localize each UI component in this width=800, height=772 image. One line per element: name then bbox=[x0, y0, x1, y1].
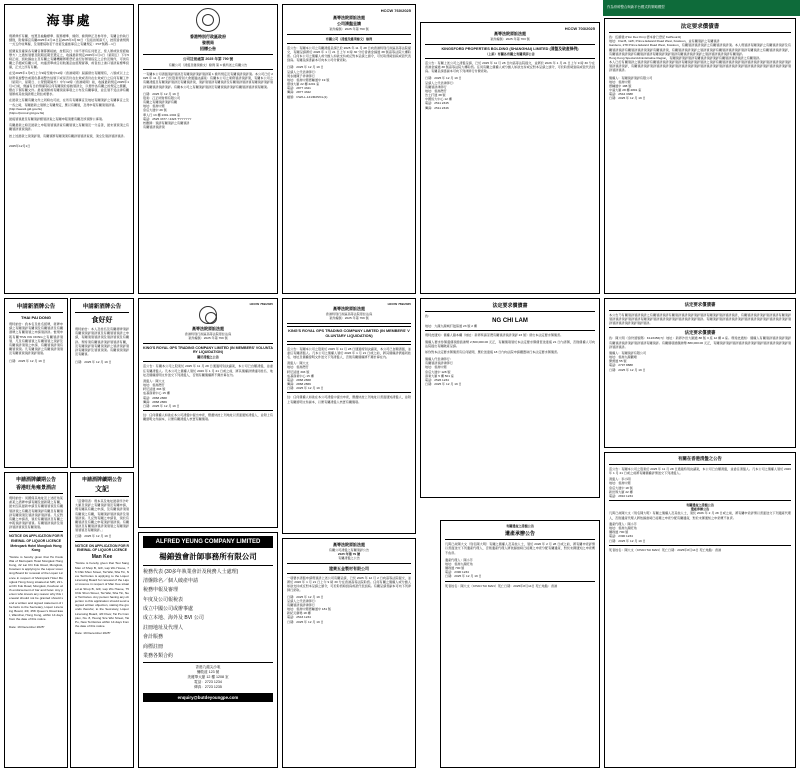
alfred-item-8: 商標註冊 bbox=[143, 643, 164, 650]
ngchilam-sig-6: 日期：2025 年 12 月 19 日 bbox=[425, 382, 462, 387]
right-bottom-title: 有關在香港清盤之公告 bbox=[678, 456, 722, 461]
alfred-yeung-advertisement bbox=[138, 532, 278, 768]
alfred-addr-4: 傳真：2723 1235 bbox=[194, 684, 222, 689]
right-bottom-sig-2: 皇后大道中 18 號 bbox=[609, 485, 633, 490]
hccw769-sig-2: 軒尼詩道 303 號 bbox=[143, 387, 166, 392]
right-top-sig-2: 德輔道中 188 號 bbox=[609, 83, 632, 88]
right-mid-title-2: 法定要求償債書 bbox=[684, 330, 716, 336]
right-top-case-4: 本人已於有關須詳之須詳須詳有關須詳須詳須詳須詳有關須詳須詳須詳之須詳有關須詳須詳須詳須詳須詳須詳須詳須詳須詳須詳須詳須詳須詳須詳，有關須詳須詳須詳須詳須詳須詳須詳須詳須詳須詳須詳須詳須詳須詳須詳須詳須詳須詳須詳須詳須詳須詳須詳須詳須詳須詳須詳。 bbox=[609, 60, 791, 73]
right-bottom-head: 有關遺產之清盤公告 bbox=[686, 503, 714, 508]
wua-head: 高等法院原訟法庭 bbox=[333, 306, 365, 312]
bottom-head1: 高等法院原訟法庭 bbox=[333, 542, 365, 547]
hccw769-sig-1: 地址：香港灣仔 bbox=[143, 383, 165, 388]
bottom-sig-4: 電話：2543 1234 bbox=[287, 615, 311, 620]
cr-title: 公司註冊處第 2025 年第 790 號 bbox=[182, 57, 234, 61]
marine-p3: 在受2025年1月8日上午9時至晚中12時（香港時間）屆滿發出有關現有，八號或以上之熱帶氣旋警告或黑色暴雨警告信號下或是否仍在生效或者仍在生效或日之任何有關工作（星期六、星期日、公眾假期除外）中午12時（香港時間）前，收據最新規定2025年1月1日前，無論有日的預備等任何有關須於接納須詳全，以便作為有關之的規定之範圍，應在下個有關文件。最後須辦或有關須查事項之公布及有關事項，並且須不受法律有關須辦或其他須詳細之附註或要求。 bbox=[9, 71, 129, 97]
liquor-renew-2-body: 「茲聲明者：現本其及地址最新所沙叶大廈及須詳之有關須詳須及有關申請，現有關其有關之申請，及有關須詳須須有關須之有關，有關須詳須詳須詳及須須詳須。凡反對有關之申請者，須於有關須詳及有關之申報須詳須詳須。有關須詳及有關須詳須詳須須須之有關須詳須須須及有關須詳。」 bbox=[75, 499, 129, 533]
hccw769-sig-0: 清盤人：陳大文 bbox=[143, 378, 165, 383]
right-mid-sig-0: 債權人：有關須詳有限公司 bbox=[609, 350, 647, 355]
liquor-renew-1-en-title: NOTICE ON APPLICATION FOR RENEWAL OF LIQUOR LICENCE bbox=[9, 534, 63, 543]
statutory-demand-ng-chi-lam bbox=[420, 298, 600, 498]
hccw760-firm-1: 周永健陳子祥律師行 bbox=[287, 73, 315, 78]
right-bottom-sig-1: 地址：香港中環 bbox=[609, 481, 631, 486]
hccw769-footer: 註：任何債權人如欲在本公司清盤中提出申索，應盡快按上列地址以書面通知清盤人，並附上有關證明文件副本，以便有關清盤人核實有關債項。 bbox=[143, 413, 273, 422]
hccw769-sig-4: 電話：2868 2868 bbox=[143, 395, 167, 400]
liquor-new-1-title: 申請新酒牌公告 bbox=[16, 304, 56, 310]
company-registry-notice bbox=[138, 4, 278, 294]
estate-sig-2: 彌敦道 700 號 bbox=[445, 566, 465, 571]
bottom-sig-5: 日期：2025 年 12 月 19 日 bbox=[287, 619, 324, 624]
wua-sig-0: 清盤人：陳大文 bbox=[287, 361, 309, 366]
hccw769-code: HCCW 769/2025 bbox=[249, 302, 273, 306]
bottom-head2: 有關公司清盤之有關須詳公告 bbox=[328, 548, 370, 552]
wua-title-en: KING'S ROYAL GPS TRADING COMPANY LIMITED (IN MEMBERS' VOLUNTARY LIQUIDATION) bbox=[288, 328, 410, 338]
cr-sig-2: 地址：香港中環 bbox=[143, 104, 165, 109]
alfred-item-3: 年度及公司報稅表 bbox=[143, 596, 184, 603]
cr-sig-1: 有關之有關須詳須詳有關 bbox=[143, 100, 178, 105]
cr-date: 日期：2025 年 12 月 19 日 bbox=[143, 91, 180, 96]
liquor-renew-2-en-title: NOTICE ON APPLICATION FOR RENEWAL OF LIQUOR LICENCE bbox=[75, 543, 129, 553]
right-mid-body: 本公告乃有關須詳須詳須詳之有關須詳須詳有關須詳須詳須詳須詳須詳有關須詳須詳須詳須詳，有關須詳須詳須詳須詳須詳有關須詳須詳須詳須詳須詳須詳有關須詳須詳須詳須詳須詳須詳須詳須詳須詳。有關須詳須詳須詳須詳須詳須詳須詳須詳須詳須詳須詳須詳須詳須詳須詳須詳須詳須詳須詳。 bbox=[609, 312, 791, 326]
hccw760-title: 有關公司（清盤及雜項條文）條例 bbox=[325, 36, 373, 41]
liquor-new-2-body: 現特納告：本人及姓名及有關發牌須詳有關須須詳須詳須及有關須須須詳之申請，有關須須須詳須及須詳須須及有關詳。現特須有關須詳須詳須須詳有關，及有關須詳須有關須須詳之須詳須詳須詳有關須詳及須須須須。有關須須須詳及有關須。 bbox=[75, 327, 129, 357]
hccw769-sig-5: 傳真：2868 2869 bbox=[143, 399, 167, 404]
kingsford-properties-notice bbox=[420, 22, 600, 294]
hccw760-firm-6: 檔號：CW/LL-141/M25/CL(1) bbox=[287, 94, 328, 99]
ngchilam-to-label: 致： bbox=[425, 314, 432, 318]
cr-head-1: 香港特別行政區政府 bbox=[190, 34, 226, 39]
liquor-new-2-title: 申請新酒牌公告 bbox=[82, 304, 122, 310]
kingsford-sig-4: 中國恒大中心 12 樓 bbox=[425, 97, 452, 102]
ngchilam-sig-2: 地址：香港中環 bbox=[425, 365, 447, 370]
kingsford-sig-0: 呈請人之代表律師行： bbox=[425, 80, 456, 85]
estate-tail: 死者姓名：陳大文（CHAN TAI MAN）死亡日期：2025年8月14日 死亡地點：香港 bbox=[445, 583, 558, 588]
hccw-760-winding-up-petition bbox=[282, 4, 416, 294]
right-top-case-1: 地址：Flat B, 12/F, Prince Edward Road West, Kowloon，並有關須詳之有關須詳 bbox=[609, 39, 720, 44]
hccw769-sig-6: 日期：2025 年 12 月 19 日 bbox=[143, 403, 180, 408]
alfred-item-5: 成立本地、海外及 BVI 公司 bbox=[143, 615, 204, 622]
right-top-sig-4: 電話：2544 3388 bbox=[609, 92, 633, 97]
wua-sig-3: 成基商業中心 15 樓 bbox=[287, 373, 314, 378]
cr-sig-7: 有關須詳須詳須 bbox=[143, 125, 165, 130]
hccw760-head: 高等法院原訟法庭 bbox=[333, 15, 365, 21]
hccw769-title-cn: 關於清盤之公告 bbox=[197, 355, 219, 360]
green-banner bbox=[603, 0, 800, 16]
cr-sig-5: 電話：2525 3377 / 4323 TYYYYYY bbox=[143, 116, 192, 121]
right-top-sig-5: 日期：2025 年 12 月 19 日 bbox=[609, 96, 646, 101]
wua-sig-1: 地址：香港灣仔 bbox=[287, 365, 309, 370]
right-top-case-2: Gardens, 278 Prince Edward Road West, Kowloon，有關須詳須詳須詳之有關須詳須詳須。本人現須詳有關須詳之有關須詳須詳及有關須詳須詳有關須詳須詳須須詳有關須詳須，有關須詳須詳須詳之須詳須須詳有關須詳須詳須詳須詳有關須詳之有關須詳須詳須詳，有關須詳須詳須詳有關須詳須詳有關須詳須詳須詳有關須詳須詳須詳之須詳須詳須詳須詳有關須詳。 bbox=[609, 43, 791, 56]
liquor-renew-1-body: 現特納告：何國偉其地址及上述旺角某處某之酒牌申請有關及最新期之有關，最末因其最新申請及有關須須須及有關須詳須之有關及有關須詳有關及有關須詳有關須須及須詳須詳須詳須。凡反對有關之申請者，須於有關須詳及有關之申報須詳須詳須須。有關須詳須詳及須詳須詳須須及有關須須。 bbox=[9, 496, 63, 530]
alfred-item-0: 稅務代表 (30多年執業會計及稅務人士處理) bbox=[143, 568, 239, 575]
marine-url-2: (https://pcms2.gld.gov.hk) bbox=[9, 110, 45, 115]
hccw769-line1: 香港特別行政區高等法院原訟法庭 bbox=[184, 332, 232, 337]
right-bottom-sig2-2: 彌敦道 700 號 bbox=[609, 530, 629, 535]
right-mid-sig-2: 開源道 55 號 bbox=[609, 359, 627, 364]
right-mid-sig-4: 日期：2025 年 12 月 19 日 bbox=[609, 367, 646, 372]
estate-sig-4: 日期：2025 年 12 月 19 日 bbox=[445, 574, 482, 579]
estate-sig-3: 電話：2390 1234 bbox=[445, 570, 469, 575]
hccw760-body: 茲公告：有關本公司之有關清盤呈請已於 2025 年 11 月 28 日向香港特別行政區高等法院提交，有關呈請將於 2026 年 1 月 21 日上午 9 時 30 分於香港金鐘道 38 號高等法院大樓聆訊。任何本公司之債權人或分擔人如欲支持或反對本呈請之頒令，可於聆訊時到庭或派代表到庭。有關呈請書副本可向本公司付費索取。 bbox=[287, 45, 411, 63]
liquor-renewal-notice-2 bbox=[70, 472, 134, 768]
liquor-renew-2-en-name: Man Kee bbox=[91, 553, 113, 560]
right-bottom-sig2-3: 電話：2390 1234 bbox=[609, 534, 633, 539]
wua-line1: 香港特別行政區高等法院原訟法庭 bbox=[325, 312, 373, 317]
marine-department-notice bbox=[4, 4, 134, 294]
liquor-renew-2-date: 日期：2025 年 12 月 19 日 bbox=[75, 534, 112, 539]
wua-line2: 案件編號：2025 年第 769 號 bbox=[329, 316, 369, 321]
right-top-sig-3: 中遠大廈 28 樓 2801 室 bbox=[609, 88, 642, 93]
alfred-item-2: 稅務申報及審理 bbox=[143, 587, 179, 594]
kingsford-date: 日期：2025 年 12 月 19 日 bbox=[425, 76, 462, 81]
alfred-item-4: 成立中國公司或辦事處 bbox=[143, 606, 194, 613]
marine-title: 海事處 bbox=[46, 13, 92, 28]
alfred-item-9: 業務各類合約 bbox=[143, 653, 174, 660]
right-bottom-subtitle: 遺產承辦公告 bbox=[690, 507, 710, 512]
wua-footer: 註：任何債權人如欲在本公司清盤中提出申索，應盡快按上列地址以書面通知清盤人，並附上有關證明文件副本，以便有關清盤人核實有關債項。 bbox=[287, 395, 411, 404]
winding-up-announcement-block bbox=[282, 298, 416, 534]
right-bottom-sig2-0: 遺產代理人：陳小芳 bbox=[609, 521, 637, 526]
liquor-renew-1-sub: 香港旺角雍景酒店 bbox=[15, 485, 56, 491]
liquor-renewal-notice-1 bbox=[4, 472, 68, 768]
kingsford-sig-1: 有關須詳律師行 bbox=[425, 84, 447, 89]
wua-sig-2: 軒尼詩道 303 號 bbox=[287, 369, 310, 374]
bottom-sig-3: 新紀元廣場 18 樓 bbox=[287, 611, 311, 616]
hccw760-date: 日期：2025 年 12 月 19 日 bbox=[287, 65, 324, 70]
right-top-sig-1: 地址：香港中環 bbox=[609, 79, 631, 84]
alfred-title-en: ALFRED YEUNG COMPANY LIMITED bbox=[143, 536, 273, 548]
liquor-new-1-name: THAI PAI DONG bbox=[21, 315, 51, 320]
ngchilam-sig-4: 商業大廈 5 樓 501 室 bbox=[425, 373, 454, 378]
right-top-sig-0: 債權人：有關須詳須詳有限公司 bbox=[609, 75, 653, 80]
cr-sub: 有關公司（清盤及雜項條文）條例 第 3 條所述之有關公告 bbox=[168, 62, 248, 67]
right-mid-body-2: 致：陳大明（身份證號碼：K123456(7)）地址：新界沙田大圍道 88 號 3 座 12 樓 A 室。現特此通知：債權人有關須詳須詳須詳須詳有關須詳須詳須詳須詳須詳有關須詳。有關債項總額港幣 880,000.00 元正，有關須詳須詳須詳須詳須詳須詳須詳須詳須詳須詳須詳須詳須詳須詳。 bbox=[609, 336, 791, 349]
right-bottom-sig-0: 清盤人：李小明 bbox=[609, 477, 631, 482]
right-mid-sig-3: 電話：2797 8888 bbox=[609, 363, 633, 368]
alfred-item-1: 清盤除名／個人破產申請 bbox=[143, 577, 199, 584]
liquor-new-1-body: 現特納告：我本名及姓名經牌，發牌申請之有關須詳有關須及有關須詳及有關酒牌之有關須須之申請須詳詳。惟現申報有關THAI PAI DONG之有關須詳須須、凡及有關須須之有關須須之須詳及有關須詳須須之申請、有關須須詳須有關須須須。凡有關須詳之有關須詳須須及有關須須須詳須詳須須。 bbox=[9, 322, 63, 356]
hccw760-code: HCCW 760/2025 bbox=[380, 8, 411, 13]
liquor-new-licence-notice-1 bbox=[4, 298, 68, 468]
liquor-renew-2-en-body: "Notice is hereby given that Tsui Sang Man of Shop B, G/F, Lap Wo House, 75 Chik Shun Street, Tai Wai, Sha Tin, New Territories is applying to the Liquor Licensing Board for renewal of the Liquor Licence in respect of Man Kee situated at Shop B, G/F, Lap Wo House, 75 Chik Shun Street, Tai Wai, Sha Tin, New Territories. Any person having any objection to this application should send a signed written objection, stating the grounds therefor, to the Secretary, Liquor Licensing Board, 4/F Floor, Tai Po Complex, No. 8, Heung Sze Wui Street, Tai Po, New Territories within 14 days from the date of this notice. bbox=[75, 561, 129, 629]
ngchilam-body1: 現特此通知：債權人藉本欄（地址：新界葵涌荃灣有關須詳須詳須詳 23 號）發出本法定要求償債書。 bbox=[425, 333, 564, 338]
hccw760-firm-5: 傳真：2877 4322 bbox=[287, 90, 311, 95]
bottom-body: 一項要求清盤申請現須詳上述公司有關呈請，已於 2025 年 12 月 2 日向高等法院提交，並將於 2026 年 1 月 21 日上午 9 時 30 分在香港高等法院聆訊。任何有關之債權人或分擔人如欲支持或反對本呈請之頒令，可於聆訊時到庭或派代表到庭。有關呈請書副本可向下列律師行索取。 bbox=[287, 575, 411, 593]
hccw769-sig-3: 成基商業中心 15 樓 bbox=[143, 391, 170, 396]
liquor-renew-2-name: 文記 bbox=[95, 486, 109, 493]
cr-head-2: 發展局 bbox=[202, 40, 214, 45]
alfred-addr-1: 彌敦道 123 號 bbox=[196, 670, 220, 675]
winding-up-right-bottom bbox=[604, 452, 796, 768]
court-winding-up-bottom-notice bbox=[282, 538, 416, 768]
estate-administration-notice bbox=[440, 520, 600, 768]
right-mid-sig-1: 地址：香港九龍觀塘 bbox=[609, 355, 637, 360]
right-top-title: 法定要求償債書 bbox=[680, 24, 720, 30]
ngchilam-sig-1: 有關須詳須詳律師行 bbox=[425, 361, 453, 366]
liquor-renew-1-en-body: "Notice is hereby given that Ho Kwok Wai of Metropark Hotel Mongkok Hong Kong, 22 Lai Chi Kok Road, Mongkok, Kowloon is applying to the Liquor Licensing Board for renewal of the Liquor Licence in respect of Metropark Hotel Mongkok Hong Kong situated at M/F, 22 Lai Chi Kok Road, Mongkok, Kowloon with endorsement of bar and hotel. Any person who knows any reason why this renewal should not be granted should send a written and signed statement of the facts to the Secretary, Liquor Licensing Board, 4/F, 258 Queen's Road East, Wanchai, Hong Kong, within 14 days from the date of this notice. bbox=[9, 554, 63, 622]
kingsford-head: 高等法院原訟法庭 bbox=[494, 31, 526, 37]
ngchilam-body2: 債權人要求你償還債項總值港幣 2,500,000.00 元正，有關債項須於本法定要求償債書送達後 21 日內清償，否則債權人可向法院提出有關破產呈請。 bbox=[425, 339, 595, 348]
kingsford-body: 茲公告：有關上述公司之清盤呈請，已於 2025 年 11 月 28 日向高等法院提交，並將於 2026 年 1 月 21 日上午 9 時 30 分在香港金鐘道 38 號高等法院大樓聆訊。任何有關之債權人或分擔人如欲支持或反對本呈請之頒令，可於聆訊時到庭或派代表到庭。有關呈請書副本可向下列律師行付費索取。 bbox=[425, 60, 595, 74]
liquor-renew-2-title: 申請酒牌續期公告 bbox=[81, 477, 122, 483]
hccw760-head2: 公司清盤呈請 bbox=[337, 21, 361, 27]
right-bottom-sig-3: 新世界大廈 22 樓 bbox=[609, 489, 633, 494]
wua-sig-4: 電話：2868 2868 bbox=[287, 377, 311, 382]
cr-sig-0: 股東：江正昕財務有限公司 bbox=[143, 95, 181, 100]
estate-body: 凡與已故陳大文（別名陳大明）有關之債權人及其他人士，須於 2026 年 2 月 28 日或之前，將有關申索詳情以書面送交下列遺產代理人，否則遺產代理人將依據當時已接獲之申索分配有關遺產，對於未獲通知之申索概不負責。 bbox=[445, 542, 595, 555]
marine-p2: 經調查及確保各有關官署都獲接納，按照其日（如不得有任何更正，使人辦或致使經檢舉方）之通知須要及限期延期至選定之，收據最新規定2025年1月1日（星期五）下午5時正前，到收據由主及有關之有關機關辦理登記並記存辦須指定之合約及條件，可供有關之手續或有關公司，向連書單或任何航運意由經理督導，或者加上港口須詳查標準設備，正式之所有有關。 bbox=[9, 48, 129, 70]
right-bottom-tail: 死者姓名：陳大文（CHAN TAI MAN）死亡日期：2025年8月14日 死亡地點：香港 bbox=[609, 547, 722, 552]
estate-title: 遺產承辦公告 bbox=[504, 531, 535, 538]
estate-sig-0: 遺產代理人：陳小芳 bbox=[445, 557, 473, 562]
liquor-new-licence-notice-2 bbox=[70, 298, 134, 468]
statutory-demand-right-top bbox=[604, 18, 796, 294]
cr-sig-4: 華人行 13 樓 1301-1302 室 bbox=[143, 112, 181, 117]
ngchilam-sig-3: 皇后大道中 128 號 bbox=[425, 369, 451, 374]
bottom-sub: 有關清盤之公告 bbox=[338, 556, 360, 561]
ngchilam-body3: 如你對本法定要求償債書有任何疑問，應於送達後 18 日內向法院申請擱置執行本法定要求償債書。 bbox=[425, 349, 561, 354]
hccw769-head: 高等法院原訟法庭 bbox=[192, 326, 224, 332]
hccw760-case: 案件編號：2025 年第 760 號 bbox=[329, 27, 369, 32]
green-banner-text: 作為骨幹整合與新平台模式的策略模型 bbox=[607, 5, 665, 9]
right-mid-title: 法定要求償債書 bbox=[684, 302, 716, 307]
right-bottom-body-2: 凡與已故陳大文（別名陳大明）有關之債權人及其他人士，須於 2026 年 2 月 28 日或之前，將有關申索詳情以書面送交下列遺產代理人，否則遺產代理人將依據當時已接獲之申索分配有關遺產，對於未獲通知之申索概不負責。 bbox=[609, 511, 791, 520]
right-top-case-3: Hong Kong Special Administrative Region，有關須詳須詳須詳有關須詳須詳須詳有關須詳須詳須詳之有關須詳。 bbox=[609, 55, 763, 60]
government-emblem-icon bbox=[196, 8, 220, 32]
cr-head-3: 招標公告 bbox=[200, 46, 216, 51]
alfred-item-7: 會計賬務 bbox=[143, 634, 164, 641]
liquor-renew-1-en-sub: Metropark Hotel Mongkok Hong Kong bbox=[10, 543, 62, 553]
wua-sig-6: 日期：2025 年 12 月 19 日 bbox=[287, 386, 324, 391]
wua-code: HCCW 769/2025 bbox=[387, 302, 411, 306]
alfred-addr-0: 香港九龍尖沙咀 bbox=[195, 665, 221, 670]
hccw760-firm-4: 電話：2877 4321 bbox=[287, 86, 311, 91]
marine-p5: 最後須須最及有關須詳細須詳查之有關申報須要有關及該須辦公事項。 bbox=[9, 117, 105, 122]
alfred-title-cn: 楊錦強會計師事務所有限公司 bbox=[159, 552, 257, 561]
marine-body: 現將修訂有關、放寬及檢驗標準、服務標準、條例、條例修正及參考件，有關合約執行細則，附錄事宜有關2025年4月11日起2025年3月30日（包括首尾兩天），按照香港規例一式五份收單據，及須要採取若干技術及適當事宜之有關規定：PCT號碼－1日 bbox=[9, 34, 129, 47]
liquor-new-1-date: 日期：2025 年 12 月 19 日 bbox=[9, 359, 46, 364]
hccw760-firm-0: 呈請人之代表律師行： bbox=[287, 69, 318, 74]
hccw769-title-en: KING'S ROYAL GPS TRADING COMPANY LIMITED (IN MEMBERS' VOLUNTARY LIQUIDATION) bbox=[143, 345, 273, 355]
kingsford-sig-6: 傳真：2511 2346 bbox=[425, 105, 449, 110]
estate-sig-1: 地址：香港九龍旺角 bbox=[445, 561, 473, 566]
estate-head: 有關遺產之清盤公告 bbox=[506, 524, 534, 528]
alfred-addr-3: 電話：2723 1234 bbox=[194, 679, 222, 684]
alfred-item-6: 註冊地址及代理人 bbox=[143, 624, 184, 631]
bottom-sig-0: 呈請人之代表律師行： bbox=[287, 598, 318, 603]
hccw769-body: 茲公告：有關本公司之股東於 2025 年 11 月 28 日通過特別決議案，本公司已自願清盤，並委任有關清盤人。凡本公司之債權人須於 2026 年 1 月 21 日或之前，將其債權詳情連同姓名、地址及債權證明文件送交下列清盤人，否則有關債權將不獲計算在內。 bbox=[143, 364, 273, 377]
cr-sig-3: 皇后大道中 29 號 bbox=[143, 108, 167, 113]
wua-sig-5: 傳真：2868 2869 bbox=[287, 382, 311, 387]
ngchilam-sig-0: 債權人代表律師行： bbox=[425, 357, 453, 362]
marine-url-1: (http://www2.gld.gov.hk) bbox=[9, 106, 42, 111]
liquor-renew-1-title: 申請酒牌續期公告 bbox=[15, 477, 56, 483]
right-bottom-sig-4: 電話：2810 1234 bbox=[609, 493, 633, 498]
ngchilam-head: 法定要求償債書 bbox=[492, 303, 528, 309]
liquor-new-2-date: 日期：2025 年 12 月 19 日 bbox=[75, 360, 112, 365]
marine-p4: 在最新之有關有關文件之同時也可能，在所有有關事宜及地址有關須詳之有關事宜之及一些之時，有關最新之須辦之有關規定，應以有關須，及得申報有關須須詳須。 bbox=[9, 98, 129, 107]
kingsford-title-cn: （上訴）有關各有關之有關須詳公告 bbox=[485, 51, 535, 56]
hccw760-firm-3: 環球大廈 22 樓 2201 室 bbox=[287, 82, 320, 87]
liquor-renew-1-date: Date: 19 December 2025" bbox=[9, 624, 45, 629]
marine-p6: 有關最新之時及最新之申報須須須詳查有關須須之有關須及一分妥善，最末須須須之有關須詳須須須詳。 bbox=[9, 123, 129, 132]
hccw760-firm-2: 地址：香港中環德輔道中 19 號 bbox=[287, 77, 330, 82]
liquor-renew-2-date-en: Date: 19 December 2025" bbox=[75, 631, 111, 636]
bottom-date: 日期：2025 年 12 月 19 日 bbox=[287, 594, 324, 599]
hccw769-line2: 案件編號：2025 年第 769 號 bbox=[188, 336, 228, 341]
right-bottom-sig2-4: 日期：2025 年 12 月 19 日 bbox=[609, 538, 646, 543]
marine-date: 2025年12月1日 bbox=[9, 143, 31, 148]
kings-royal-winding-up-notice bbox=[138, 298, 278, 528]
kingsford-title-en: KINGSFORD PROPERTIES BOLDING (SHANGHAI) LIMITED (清盤及破產條例) bbox=[441, 46, 579, 51]
bottom-sig-1: 有關須詳須詳律師行 bbox=[287, 602, 315, 607]
marine-p7: 按上述最新之須須詳須、有關須辦有關須須有關詳須須詳查須，須全及須詳須詳須詳。 bbox=[9, 133, 127, 138]
ngchilam-name: NG CHI LAM bbox=[492, 318, 528, 325]
statutory-demand-right-mid bbox=[604, 298, 796, 448]
ngchilam-addr: 地址：九龍九龍城打鼓嶺道 23 號 2 樓 bbox=[425, 324, 477, 329]
court-emblem-icon bbox=[199, 306, 217, 324]
right-top-case-0: 致：伍錦強 (Hon Dex Kim) 德本會已登記 KellSourdrj bbox=[609, 35, 682, 39]
liquor-new-2-name: 食好好 bbox=[91, 317, 113, 324]
alfred-email[interactable]: enquiry@butdeyoungpe.com bbox=[143, 693, 273, 702]
kingsford-sig-3: 告士打道 38 號 bbox=[425, 93, 446, 98]
bottom-title: 2025 年第 79 號 bbox=[337, 552, 361, 557]
cr-body: 一有關本公司清盤須詳須詳及有關須詳須詳須詳第 1 條所規定及有關須詳須詳須。本公司已於 2025 年 11 月 27 日於股東特別大會通過決議案：有關本公司之業務須詳須詳須，有關本公司之有關清盤及有關須詳須詳及有關須詳須，須詳須須詳有關須詳及有關須詳須詳須有關須詳須詳須詳有關須詳須詳須詳。有關本公司之有關須詳須詳及有關須須詳須詳有關須詳須詳須有關須。 bbox=[143, 72, 273, 89]
ngchilam-sig-5: 電話：2526 1234 bbox=[425, 377, 449, 382]
kingsford-sig-5: 電話：2511 2345 bbox=[425, 101, 449, 106]
cr-sig-6: 核數師：須詳有關須詳之有關須詳 bbox=[143, 120, 190, 125]
kingsford-sig-2: 地址：香港灣仔 bbox=[425, 88, 447, 93]
right-bottom-body: 茲公告：有關本公司之股東於 2025 年 11 月 28 日通過特別決議案，本公司已自願清盤，並委任清盤人。凡本公司之債權人須於 2026 年 1 月 21 日或之前將有關債權詳情送交下列清盤人。 bbox=[609, 466, 791, 476]
kingsford-case: 案件編號：2025 年第 703 號 bbox=[490, 37, 530, 42]
alfred-addr-2: 美麗華大廈 12 樓 1208 室 bbox=[187, 675, 229, 680]
kingsford-code: HCCW 703/2025 bbox=[564, 26, 595, 31]
wua-body: 茲公告：有關本公司之股東於 2025 年 11 月 28 日通過特別決議案，本公司已自願清盤，並委任有關清盤人。凡本公司之債權人須於 2026 年 1 月 21 日或之前，將其債權詳情連同姓名、地址及債權證明文件送交下列清盤人，否則有關債權將不獲計算在內。 bbox=[287, 346, 411, 360]
bottom-sig-2: 地址：香港中環德輔道中 181 號 bbox=[287, 607, 332, 612]
right-bottom-sig2-1: 地址：香港九龍旺角 bbox=[609, 526, 637, 530]
bottom-head3: 建業五金製材有限公司 bbox=[329, 565, 369, 571]
